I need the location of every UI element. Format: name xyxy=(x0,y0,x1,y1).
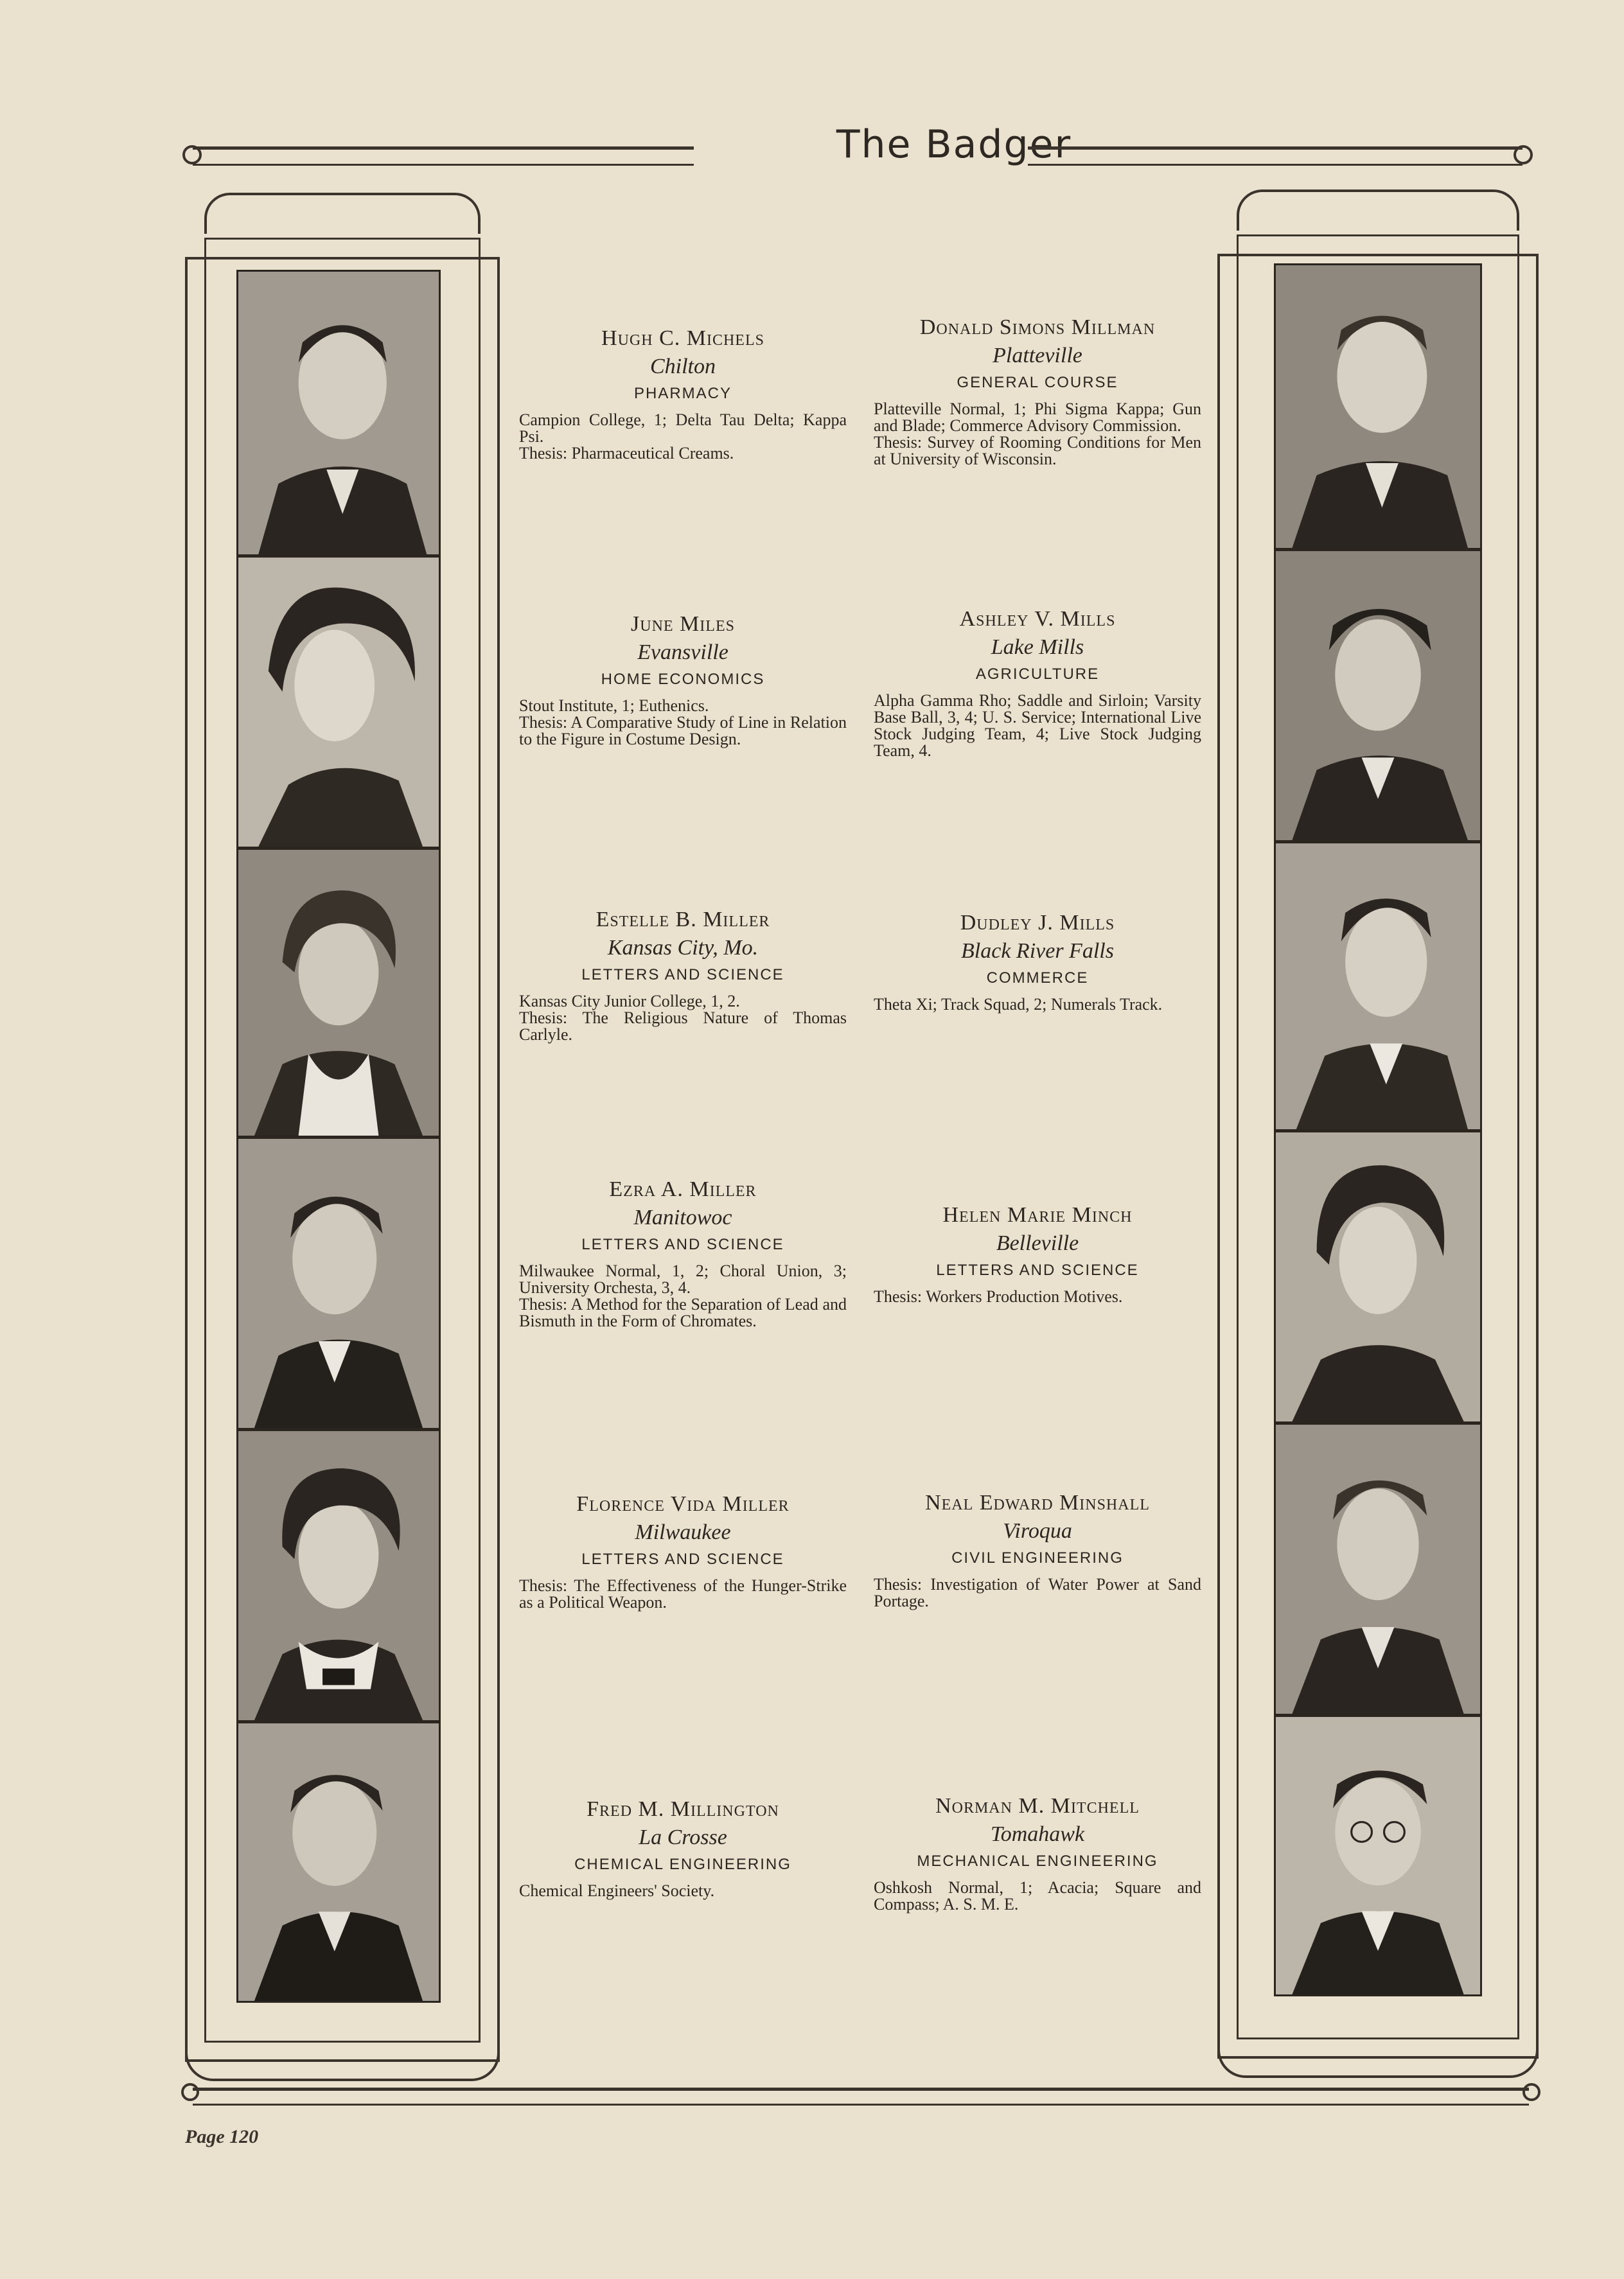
page-number: Page 120 xyxy=(185,2126,259,2147)
student-name: June Miles xyxy=(631,612,735,636)
left-photo-column xyxy=(185,193,500,2081)
column-base xyxy=(185,2053,500,2081)
portrait-photo xyxy=(1274,1423,1482,1716)
column-base xyxy=(1217,2050,1539,2078)
page-title: The Badger xyxy=(836,122,1072,167)
student-course: CHEMICAL ENGINEERING xyxy=(574,1856,791,1873)
student-town: Manitowoc xyxy=(633,1206,732,1229)
student-details xyxy=(519,412,847,462)
student-details xyxy=(874,401,1201,468)
student-course: HOME ECONOMICS xyxy=(601,671,765,688)
student-course: AGRICULTURE xyxy=(975,665,1100,683)
header-rule-left xyxy=(193,146,694,166)
header-rule-right xyxy=(1028,146,1522,166)
student-course: LETTERS AND SCIENCE xyxy=(936,1262,1139,1279)
student-name: Helen Marie Minch xyxy=(942,1203,1133,1227)
student-town: Viroqua xyxy=(1003,1519,1072,1543)
student-details xyxy=(874,692,1201,759)
student-town: Chilton xyxy=(649,355,716,378)
student-entry xyxy=(519,1795,847,1899)
portrait-photo xyxy=(236,270,441,556)
detail-line: Thesis: Pharmaceutical Creams. xyxy=(519,444,734,462)
student-town: Milwaukee xyxy=(635,1520,731,1544)
student-course: LETTERS AND SCIENCE xyxy=(581,966,784,983)
student-town: Belleville xyxy=(996,1231,1079,1255)
detail-line: Thesis: Workers Production Motives. xyxy=(874,1287,1123,1306)
student-details xyxy=(519,1263,847,1330)
portrait-photo xyxy=(236,556,441,849)
student-details xyxy=(874,1879,1201,1913)
student-name: Hugh C. Michels xyxy=(601,326,764,350)
student-course: PHARMACY xyxy=(633,385,732,402)
detail-line: Thesis: The Effectiveness of the Hunger-Strike as a Political Weapon. xyxy=(519,1576,847,1612)
right-photo-column xyxy=(1217,189,1539,2078)
detail-line: Oshkosh Normal, 1; Acacia; Square and Compass; A. S. M. E. xyxy=(874,1878,1201,1914)
portrait-photo xyxy=(1274,1715,1482,1996)
student-course: COMMERCE xyxy=(986,969,1089,987)
page-header xyxy=(186,122,1529,180)
student-name: Fred M. Millington xyxy=(587,1797,779,1821)
portrait-photo xyxy=(1274,549,1482,842)
detail-line: Thesis: A Comparative Study of Line in Relation to the Figure in Costume Design. xyxy=(519,713,847,748)
portrait-photo xyxy=(1274,263,1482,550)
student-entry xyxy=(874,313,1201,468)
student-town: Lake Mills xyxy=(991,635,1084,659)
student-entry xyxy=(874,1489,1201,1610)
student-course: CIVIL ENGINEERING xyxy=(951,1549,1124,1567)
portrait-photo xyxy=(236,1429,441,1722)
footer-scroll-right-icon xyxy=(1522,2083,1540,2101)
portrait-photo xyxy=(236,1137,441,1430)
detail-line: Campion College, 1; Delta Tau Delta; Kappa Psi. xyxy=(519,410,847,446)
student-details xyxy=(519,993,847,1043)
detail-line: Thesis: The Religious Nature of Thomas Carlyle. xyxy=(519,1008,847,1044)
student-name: Dudley J. Mills xyxy=(960,911,1115,935)
student-name: Norman M. Mitchell xyxy=(935,1794,1140,1818)
detail-line: Kansas City Junior College, 1, 2. xyxy=(519,992,740,1010)
column-cap xyxy=(1237,189,1519,231)
student-name: Florence Vida Miller xyxy=(576,1492,790,1516)
student-course: GENERAL COURSE xyxy=(957,374,1118,391)
header-scroll-left-icon xyxy=(182,145,202,164)
student-entry xyxy=(874,1792,1201,1913)
detail-line: Platteville Normal, 1; Phi Sigma Kappa; Gun and Blade; Commerce Advisory Commission. xyxy=(874,400,1201,435)
student-town: La Crosse xyxy=(639,1826,727,1849)
student-entry xyxy=(519,906,847,1043)
student-course: LETTERS AND SCIENCE xyxy=(581,1236,784,1253)
detail-line: Thesis: Investigation of Water Power at Sand Portage. xyxy=(874,1575,1201,1610)
footer-rule xyxy=(193,2088,1529,2106)
student-town: Tomahawk xyxy=(990,1822,1085,1846)
student-course: LETTERS AND SCIENCE xyxy=(581,1551,784,1568)
student-entry xyxy=(519,1490,847,1611)
student-details xyxy=(519,698,847,748)
student-details xyxy=(519,1883,847,1899)
detail-line: Stout Institute, 1; Euthenics. xyxy=(519,696,709,715)
detail-line: Chemical Engineers' Society. xyxy=(519,1881,715,1900)
student-details xyxy=(874,996,1201,1013)
student-entry xyxy=(519,610,847,748)
student-details xyxy=(874,1289,1201,1305)
portrait-photo xyxy=(1274,841,1482,1131)
student-name: Neal Edward Minshall xyxy=(925,1491,1150,1515)
student-course: MECHANICAL ENGINEERING xyxy=(917,1852,1158,1870)
detail-line: Thesis: Survey of Rooming Conditions for Men at University of Wisconsin. xyxy=(874,433,1201,468)
student-entry xyxy=(874,605,1201,759)
student-entry xyxy=(519,1175,847,1330)
student-town: Evansville xyxy=(637,640,728,664)
student-town: Platteville xyxy=(993,344,1082,367)
student-name: Donald Simons Millman xyxy=(919,315,1156,339)
student-town: Black River Falls xyxy=(961,939,1114,963)
column-cap xyxy=(204,193,481,234)
portrait-photo xyxy=(236,1721,441,2003)
portrait-photo xyxy=(236,848,441,1138)
student-name: Ezra A. Miller xyxy=(609,1177,757,1201)
student-name: Ashley V. Mills xyxy=(959,607,1116,631)
student-town: Kansas City, Mo. xyxy=(607,936,759,960)
student-name: Estelle B. Miller xyxy=(596,908,770,931)
student-entry xyxy=(874,1201,1201,1305)
student-details xyxy=(519,1578,847,1611)
detail-line: Thesis: A Method for the Separation of Lead and Bismuth in the Form of Chromates. xyxy=(519,1295,847,1330)
detail-line: Milwaukee Normal, 1, 2; Choral Union, 3; University Orchesta, 3, 4. xyxy=(519,1262,847,1297)
student-details xyxy=(874,1576,1201,1610)
student-entry xyxy=(519,324,847,462)
student-entry xyxy=(874,909,1201,1013)
detail-line: Alpha Gamma Rho; Saddle and Sirloin; Varsity Base Ball, 3, 4; U. S. Service; International Live Stock Judging Team, 4; Live Stock Judging Team, 4. xyxy=(874,691,1201,760)
footer-scroll-left-icon xyxy=(181,2083,199,2101)
header-scroll-right-icon xyxy=(1514,145,1533,164)
detail-line: Theta Xi; Track Squad, 2; Numerals Track. xyxy=(874,995,1163,1014)
portrait-photo xyxy=(1274,1131,1482,1423)
